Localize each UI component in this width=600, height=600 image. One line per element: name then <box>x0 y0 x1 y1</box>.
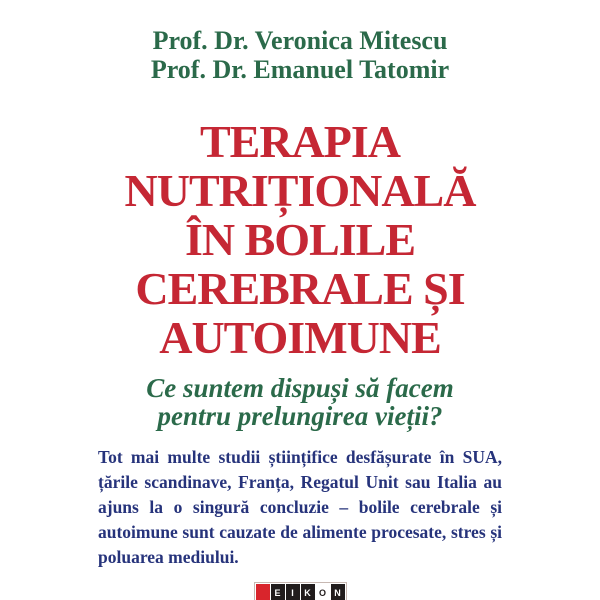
title-line-3: ÎN BOLILE <box>184 214 416 265</box>
book-subtitle <box>0 374 600 430</box>
subtitle-line-1: Ce suntem dispuși să facem <box>146 373 454 403</box>
logo-red-square <box>256 584 270 600</box>
logo-letter-o: O <box>316 584 330 600</box>
logo-letter-e: E <box>271 584 285 600</box>
title-line-4: CEREBRALE ȘI <box>135 263 465 314</box>
title-line-5: AUTOIMUNE <box>159 312 441 363</box>
subtitle-line-2: pentru prelungirea vieții? <box>157 401 443 431</box>
logo-letter-k: K <box>301 584 315 600</box>
author-name-2: Prof. Dr. Emanuel Tatomir <box>150 55 450 84</box>
logo-letter-i: I <box>286 584 300 600</box>
title-line-1: TERAPIA <box>199 116 401 167</box>
book-title <box>0 117 600 362</box>
publisher-logo-eikon <box>254 582 347 600</box>
authors-block <box>0 0 600 84</box>
blurb-text: Tot mai multe studii științifice desfășurate în SUA, țările scandinave, Franța, Regatul Unit sau Italia au ajuns la o singură concluzie – bolile cerebrale și autoimune sunt cauzate de alimente procesate, stres și poluarea mediului. <box>98 447 502 567</box>
logo-letter-n: N <box>331 584 345 600</box>
author-name-1: Prof. Dr. Veronica Mitescu <box>152 26 448 55</box>
title-line-2: NUTRIȚIONALĂ <box>124 165 476 216</box>
